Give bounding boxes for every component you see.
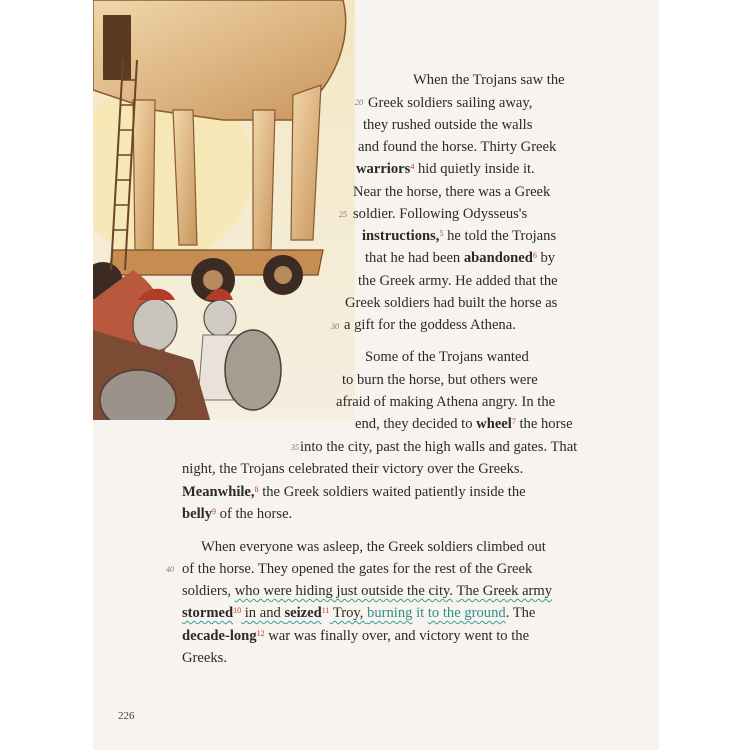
vocab-word: decade-long [182,628,257,644]
vocab-word: abandoned [463,250,533,266]
footnote-marker: 5 [439,229,444,238]
text-line: When the Trojans saw the [413,72,565,88]
text-line: belly$^9$ of the horse. [182,506,293,522]
text-line: they rushed outside the walls [363,117,533,133]
vocab-word: stormed [182,605,234,621]
vocab-word: belly [182,506,212,522]
text-line: Greek soldiers sailing away, [368,95,533,111]
highlighted-phrase: to the ground [427,605,506,621]
text-line: and found the horse. Thirty Greek [358,139,557,155]
line-number: 35 [291,443,299,452]
text-line: soldier. Following Odysseus's [353,206,528,222]
text-line: Near the horse, there was a Greek [353,184,551,200]
line-number: 20 [355,98,363,107]
highlighted-phrase: burning [367,605,413,621]
footnote-marker: 4 [410,162,415,171]
page-number: 226 [118,710,135,722]
footnote-marker: 7 [511,417,516,426]
text-line: Greek soldiers had built the horse as [345,295,558,311]
text-line: When everyone was asleep, the Greek soldiers climbed out [201,539,546,555]
text-line: Some of the Trojans wanted [365,349,529,365]
text-line: the Greek army. He added that the [358,273,558,289]
text-line: to burn the horse, but others were [342,372,538,388]
annotated-phrase: The Greek army [456,583,553,599]
footnote-marker: 10 [233,606,242,615]
vocab-word: Meanwhile, [182,484,255,500]
text-line: decade-long$^{12}$ war was finally over, and victory went to the [182,628,530,644]
text-line: into the city, past the high walls and gates. That [300,439,578,455]
line-number: 30 [331,322,339,331]
footnote-marker: 12 [256,629,265,638]
trojan-horse-illustration [93,0,355,430]
footnote-marker: 6 [532,251,537,260]
vocab-word: wheel [476,416,512,432]
text-line: that he had been abandoned$^6$ by [365,250,556,266]
text-line: of the horse. They opened the gates for the rest of the Greek [182,561,533,577]
text-line: Greeks. [182,650,227,666]
text-line: instructions,$^5$ he told the Trojans [362,228,557,244]
vocab-word: seized [284,605,322,621]
text-line: Meanwhile,$^8$ the Greek soldiers waited patiently inside the [182,484,526,500]
line-number: 40 [166,565,174,574]
book-page [93,0,659,750]
footnote-marker: 8 [254,485,259,494]
text-line: soldiers, who were hiding just outside the city. The Greek army [182,583,553,599]
vocab-word: warriors [356,161,411,177]
line-number: 25 [339,210,347,219]
footnote-marker: 9 [212,507,216,516]
text-line: night, the Trojans celebrated their victory over the Greeks. [182,461,524,477]
annotated-phrase: who were hiding just outside the city. [234,583,454,599]
text-line: afraid of making Athena angry. In the [336,394,556,410]
text-line: end, they decided to wheel$^7$ the horse [355,416,573,432]
footnote-marker: 11 [321,606,330,615]
text-line: stormed$^{10}$ in and seized$^{11}$ Troy, burning it to the ground. The [182,605,536,621]
text-line: a gift for the goddess Athena. [344,317,516,333]
vocab-word: instructions, [362,228,440,244]
text-line: warriors$^4$ hid quietly inside it. [356,161,535,177]
